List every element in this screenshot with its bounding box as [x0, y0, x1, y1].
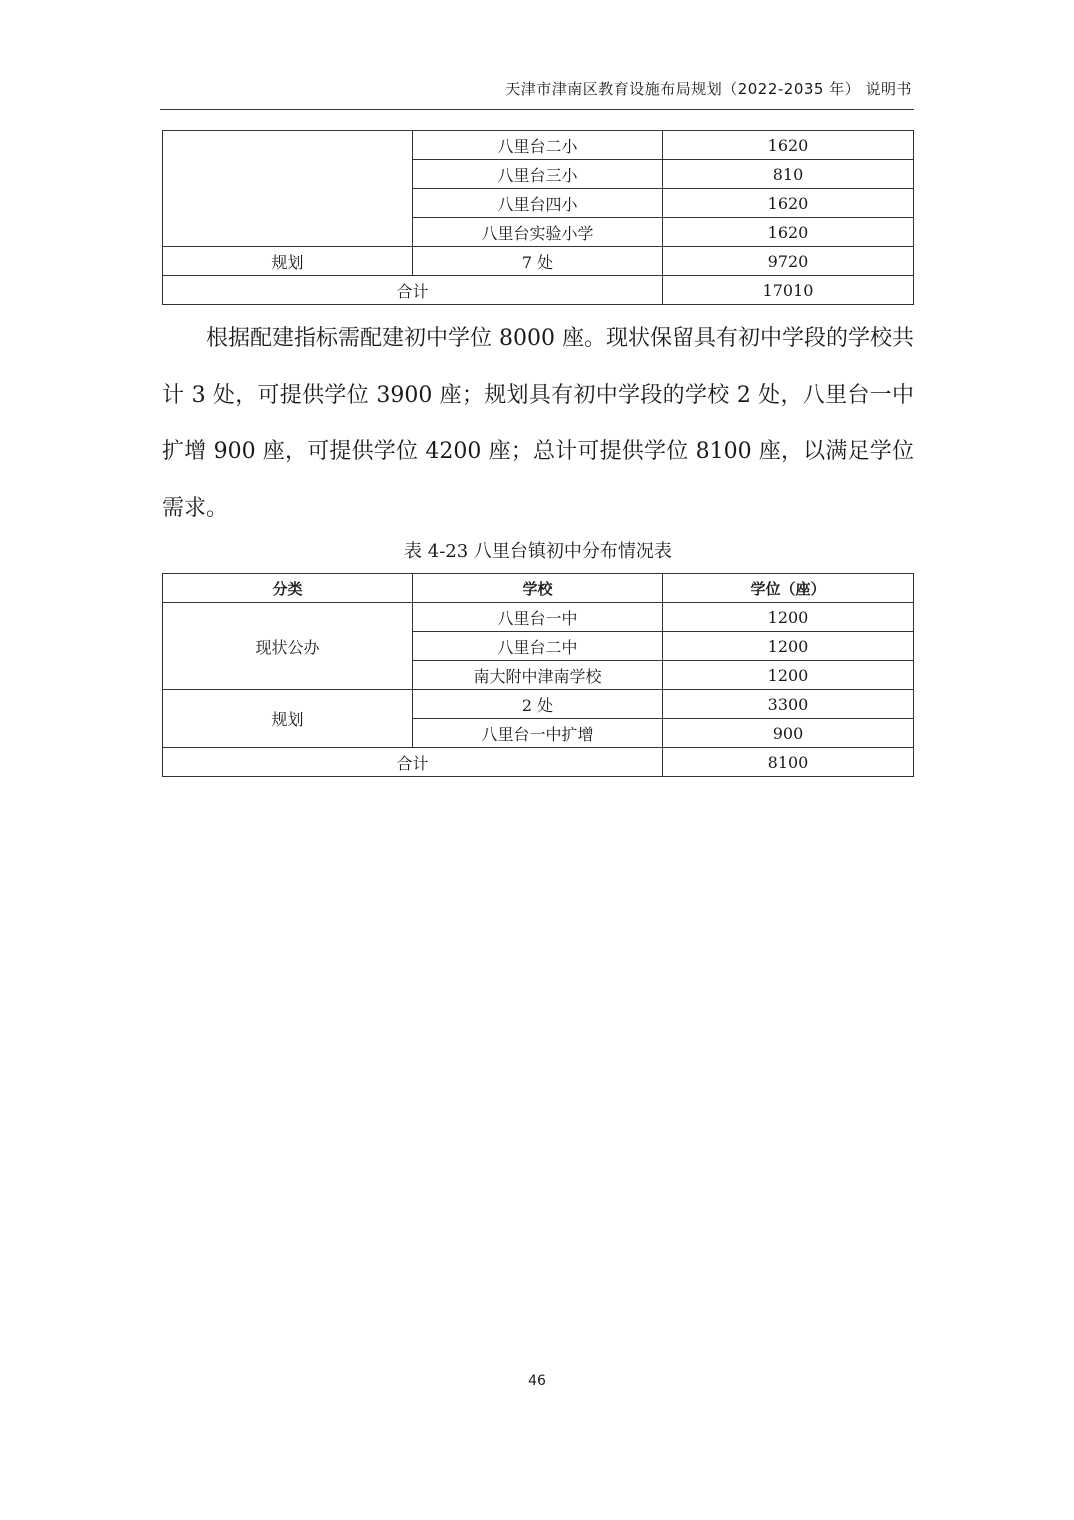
table-row [163, 690, 914, 719]
school-cell: 八里台三小 [413, 160, 663, 189]
seats-cell: 1620 [663, 218, 914, 247]
table-row [163, 247, 914, 276]
page-header-title: 天津市津南区教育设施布局规划（2022-2035 年） 说明书 [505, 80, 912, 98]
school-cell: 八里台一中扩增 [413, 719, 663, 748]
body-paragraph: 根据配建指标需配建初中学位 8000 座。现状保留具有初中学段的学校共计 3 处，可提供学位 3900 座；规划具有初中学段的学校 2 处，八里台一中扩增 900 座，可提供学位 4200 座；总计可提供学位 8100 座，以满足学位需求。 [162, 326, 914, 521]
table-row [163, 131, 914, 160]
middle-school-table [162, 573, 914, 777]
school-cell: 2 处 [413, 690, 663, 719]
seats-cell: 1620 [663, 131, 914, 160]
table-total-row [163, 748, 914, 777]
seats-cell: 810 [663, 160, 914, 189]
category-cell: 规划 [163, 690, 413, 748]
page-number: 46 [528, 1373, 546, 1389]
header-divider [160, 109, 914, 110]
seats-cell: 900 [663, 719, 914, 748]
header-school: 学校 [413, 574, 663, 603]
table-total-row [163, 276, 914, 305]
total-label-cell: 合计 [163, 748, 663, 777]
school-cell: 7 处 [413, 247, 663, 276]
seats-cell: 3300 [663, 690, 914, 719]
seats-cell: 1200 [663, 632, 914, 661]
school-cell: 南大附中津南学校 [413, 661, 663, 690]
total-label-cell: 合计 [163, 276, 663, 305]
category-cell: 现状公办 [163, 603, 413, 690]
table-header-row [163, 574, 914, 603]
seats-cell: 1200 [663, 603, 914, 632]
school-cell: 八里台一中 [413, 603, 663, 632]
category-cell: 规划 [163, 247, 413, 276]
category-cell-empty [163, 131, 413, 247]
school-cell: 八里台二小 [413, 131, 663, 160]
school-cell: 八里台实验小学 [413, 218, 663, 247]
total-seats-cell: 17010 [663, 276, 914, 305]
seats-cell: 9720 [663, 247, 914, 276]
primary-school-table-continued [162, 130, 914, 305]
table-row [163, 603, 914, 632]
school-cell: 八里台四小 [413, 189, 663, 218]
seats-cell: 1200 [663, 661, 914, 690]
seats-cell: 1620 [663, 189, 914, 218]
header-category: 分类 [163, 574, 413, 603]
header-seats: 学位（座） [663, 574, 914, 603]
school-cell: 八里台二中 [413, 632, 663, 661]
table-caption: 表 4-23 八里台镇初中分布情况表 [404, 541, 672, 562]
total-seats-cell: 8100 [663, 748, 914, 777]
